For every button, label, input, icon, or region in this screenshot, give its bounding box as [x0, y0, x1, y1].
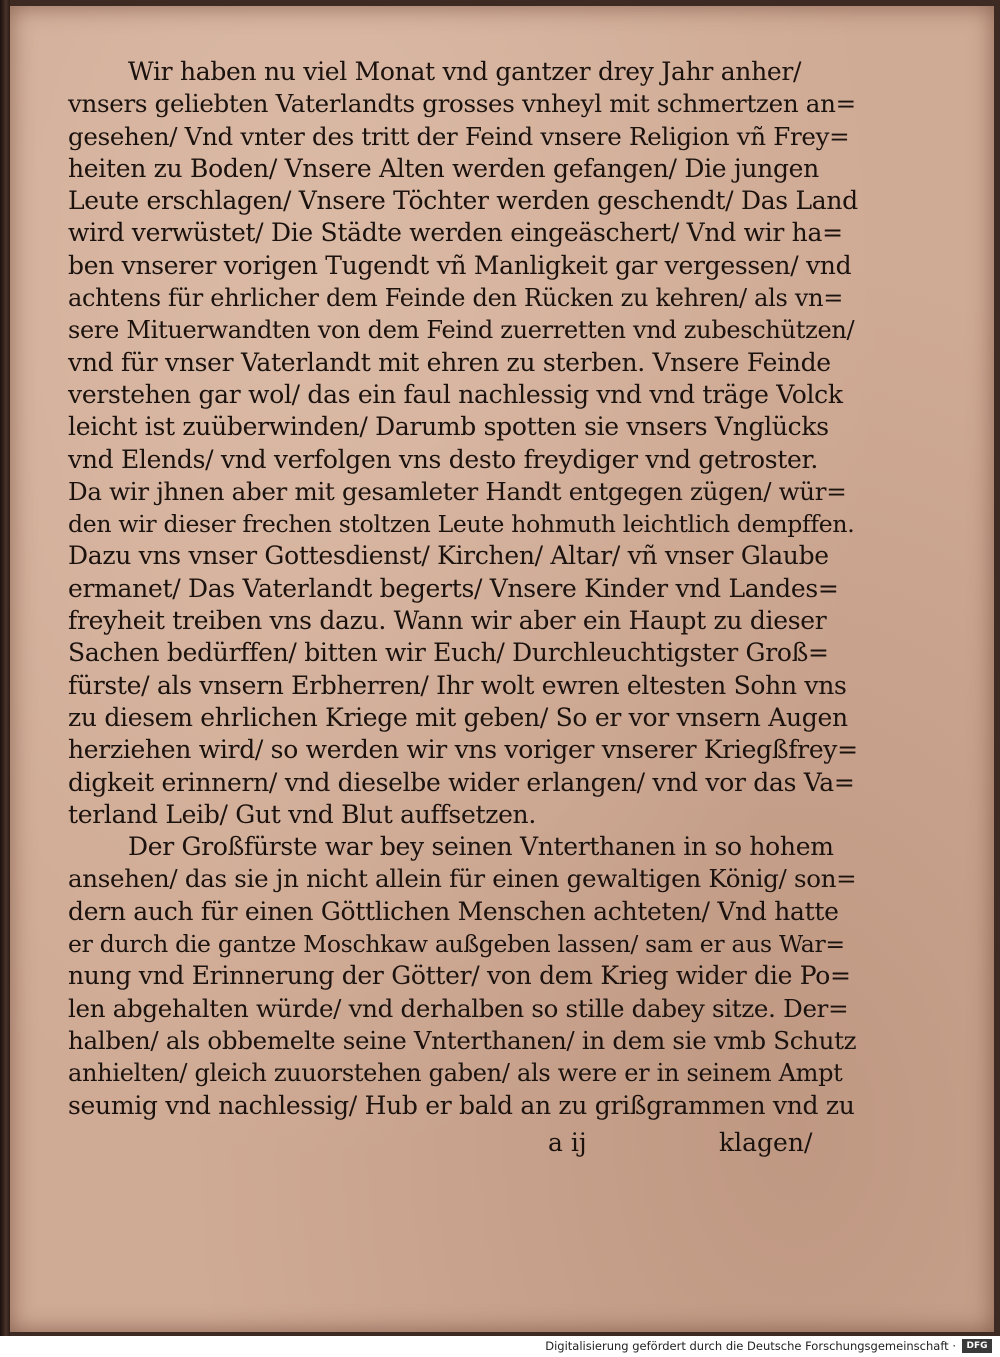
text-line: fürste/ als vnsern Erbherren/ Ihr wolt ewren eltesten Sohn vns: [68, 670, 847, 700]
funding-credit: Digitalisierung gefördert durch die Deutsche Forschungsgemeinschaft ·: [545, 1339, 956, 1353]
text-line: terland Leib/ Gut vnd Blut auffsetzen.: [68, 799, 537, 829]
text-line: Dazu vns vnser Gottesdienst/ Kirchen/ Altar/ vñ vnser Glaube: [68, 541, 829, 571]
text-line: seumig vnd nachlessig/ Hub er bald an zu grißgrammen vnd zu: [68, 1090, 855, 1120]
text-line: er durch die gantze Moschkaw außgeben lassen/ sam er aus War=: [68, 930, 845, 959]
book-spine: [0, 0, 10, 1336]
text-line: freyheit treiben vns dazu. Wann wir aber ein Haupt zu dieser: [68, 606, 827, 636]
dfg-logo-icon: DFG: [962, 1339, 992, 1353]
text-line: vnd Elends/ vnd verfolgen vns desto freydiger vnd getroster.: [68, 444, 819, 474]
text-line: digkeit erinnern/ vnd dieselbe wider erlangen/ vnd vor das Va=: [68, 767, 855, 797]
text-line: vnsers geliebten Vaterlandts grosses vnheyl mit schmertzen an=: [68, 89, 856, 119]
text-line: dern auch für einen Göttlichen Menschen achteten/ Vnd hatte: [68, 896, 839, 926]
text-line: zu diesem ehrlichen Kriege mit geben/ So er vor vnsern Augen: [68, 702, 848, 732]
text-line: verstehen gar wol/ das ein faul nachlessig vnd vnd träge Volck: [68, 379, 843, 409]
text-line: leicht ist zuüberwinden/ Darumb spotten sie vnsers Vnglücks: [68, 412, 829, 442]
text-line: herziehen wird/ so werden wir vns voriger vnserer Kriegßfrey=: [68, 735, 858, 765]
text-line: halben/ als obbemelte seine Vnterthanen/ in dem sie vmb Schutz: [68, 1025, 857, 1055]
text-line: Sachen bedürffen/ bitten wir Euch/ Durchleuchtigster Groß=: [68, 638, 829, 668]
text-line: achtens für ehrlicher dem Feinde den Rücken zu kehren/ als vn=: [68, 284, 844, 313]
page-body-text: [68, 56, 858, 1122]
credit-bar: [0, 1336, 1000, 1357]
text-line: Leute erschlagen/ Vnsere Töchter werden geschendt/ Das Land: [68, 186, 858, 216]
text-line: vnd für vnser Vaterlandt mit ehren zu sterben. Vnsere Feinde: [68, 347, 831, 377]
text-line: ansehen/ das sie jn nicht allein für einen gewaltigen König/ son=: [68, 864, 857, 894]
text-line: gesehen/ Vnd vnter des tritt der Feind vnsere Religion vñ Frey=: [68, 121, 850, 151]
text-line: anhielten/ gleich zuuorstehen gaben/ als were er in seinem Ampt: [68, 1059, 843, 1088]
text-line: Wir haben nu viel Monat vnd gantzer drey Jahr anher/: [128, 57, 802, 86]
signature-mark: a ij: [548, 1128, 587, 1157]
text-line: wird verwüstet/ Die Städte werden eingeäschert/ Vnd wir ha=: [68, 218, 843, 248]
text-line: heiten zu Boden/ Vnsere Alten werden gefangen/ Die jungen: [68, 153, 819, 183]
text-line: Der Großfürste war bey seinen Vnterthanen in so hohem: [128, 832, 834, 862]
text-line: len abgehalten würde/ vnd derhalben so stille dabey sitze. Der=: [68, 993, 849, 1023]
text-line: sere Mituerwandten von dem Feind zuerretten vnd zubeschützen/: [68, 316, 855, 345]
scanned-page: [10, 6, 994, 1332]
text-line: ben vnserer vorigen Tugendt vñ Manligkeit gar vergessen/ vnd: [68, 250, 852, 280]
text-line: den wir dieser frechen stoltzen Leute hohmuth leichtlich dempffen.: [68, 510, 855, 539]
text-line: ermanet/ Das Vaterlandt begerts/ Vnsere Kinder vnd Landes=: [68, 573, 839, 603]
page-footer: [10, 1126, 994, 1166]
text-line: Da wir jhnen aber mit gesamleter Handt entgegen zügen/ wür=: [68, 476, 847, 506]
text-line: nung vnd Erinnerung der Götter/ von dem Krieg wider die Po=: [68, 961, 851, 991]
catchword: klagen/: [719, 1128, 813, 1157]
